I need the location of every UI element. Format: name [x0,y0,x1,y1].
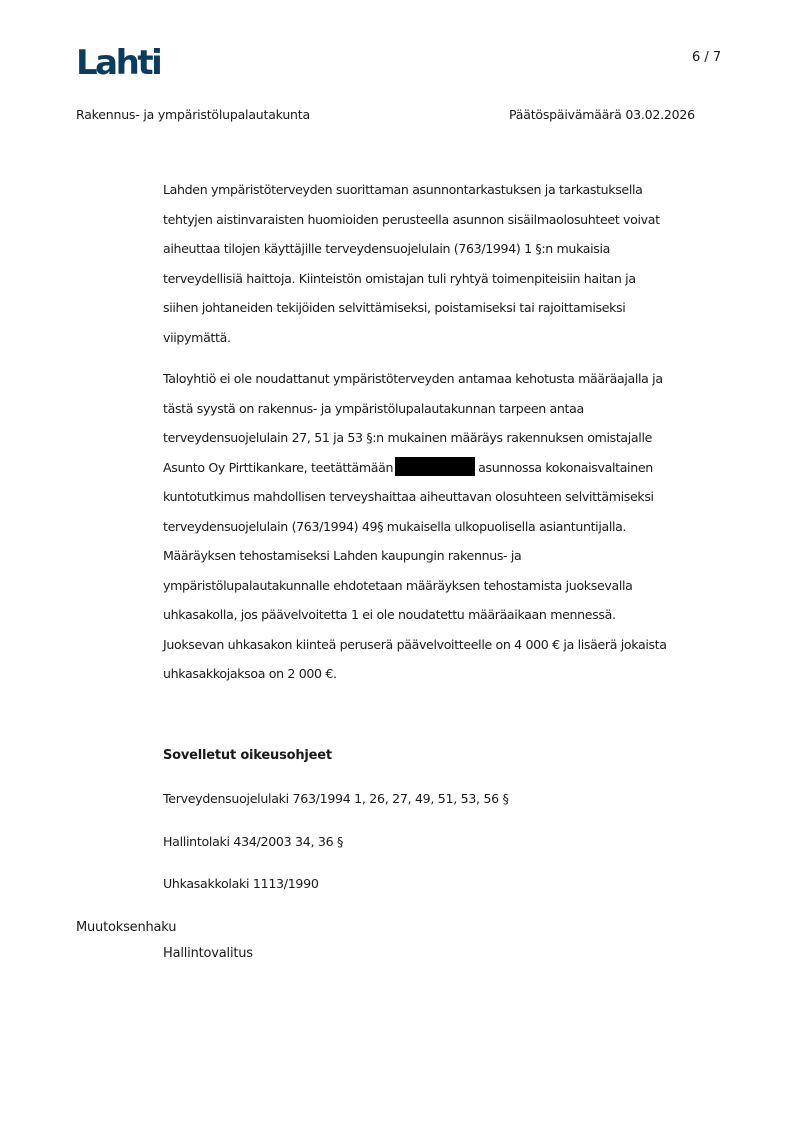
law-item: Hallintolaki 434/2003 34, 36 § [163,834,344,849]
paragraph-1 [163,175,723,352]
lahti-logo: Lahti [76,43,161,83]
text-line: uhkasakkojaksoa on 2 000 €. [163,666,337,681]
text-fragment: asunnossa kokonaisvaltainen [478,459,653,475]
text-line: Taloyhtiö ei ole noudattanut ympäristöterveyden antamaa kehotusta määräajalla ja [163,371,663,386]
text-line: terveydensuojelulain 27, 51 ja 53 §:n mukainen määräys rakennuksen omistajalle [163,430,652,445]
appeal-value: Hallintovalitus [163,946,253,961]
text-line: Lahden ympäristöterveyden suorittaman asunnontarkastuksen ja tarkastuksella [163,182,643,197]
page-number: 6 / 7 [692,50,722,65]
laws-heading: Sovelletut oikeusohjeet [163,748,332,763]
text-line: tehtyjen aistinvaraisten huomioiden perusteella asunnon sisäilmaolosuhteet voivat [163,211,660,227]
text-line: uhkasakolla, jos päävelvoitetta 1 ei ole noudatettu määräaikaan mennessä. [163,607,616,622]
law-item: Uhkasakkolaki 1113/1990 [163,876,319,891]
law-item: Terveydensuojelulaki 763/1994 1, 26, 27, 49, 51, 53, 56 § [163,791,509,806]
text-line: aiheuttaa tilojen käyttäjille terveydensuojelulain (763/1994) 1 §:n mukaisia [163,241,611,256]
text-line: tästä syystä on rakennus- ja ympäristölupalautakunnan tarpeen antaa [163,400,584,416]
paragraph-2 [163,364,723,689]
text-fragment: Asunto Oy Pirttikankare, teetättämään [163,459,394,475]
text-line: kuntotutkimus mahdollisen terveyshaittaa aiheuttavan olosuhteen selvittämiseksi [163,489,654,504]
appeal-label: Muutoksenhaku [76,920,177,935]
text-line: terveydensuojelulain (763/1994) 49§ mukaisella ulkopuolisella asiantuntijalla. [163,518,627,534]
text-line: Määräyksen tehostamiseksi Lahden kaupungin rakennus- ja [163,548,522,563]
organization-name: Rakennus- ja ympäristölupalautakunta [76,107,310,122]
text-line: siihen johtaneiden tekijöiden selvittämiseksi, poistamiseksi tai rajoittamiseksi [163,300,626,315]
redaction-box [395,457,475,476]
text-line: Juoksevan uhkasakon kiinteä peruserä päävelvoitteelle on 4 000 € ja lisäerä jokaista [163,636,667,652]
decision-date: Päätöspäivämäärä 03.02.2026 [509,107,695,122]
text-line: terveydellisiä haittoja. Kiinteistön omistajan tuli ryhtyä toimenpiteisiin haitan ja [163,270,636,286]
text-line: viipymättä. [163,329,231,345]
text-line-with-redaction [163,453,723,483]
text-line: ympäristölupalautakunnalle ehdotetaan määräyksen tehostamista juoksevalla [163,577,633,593]
